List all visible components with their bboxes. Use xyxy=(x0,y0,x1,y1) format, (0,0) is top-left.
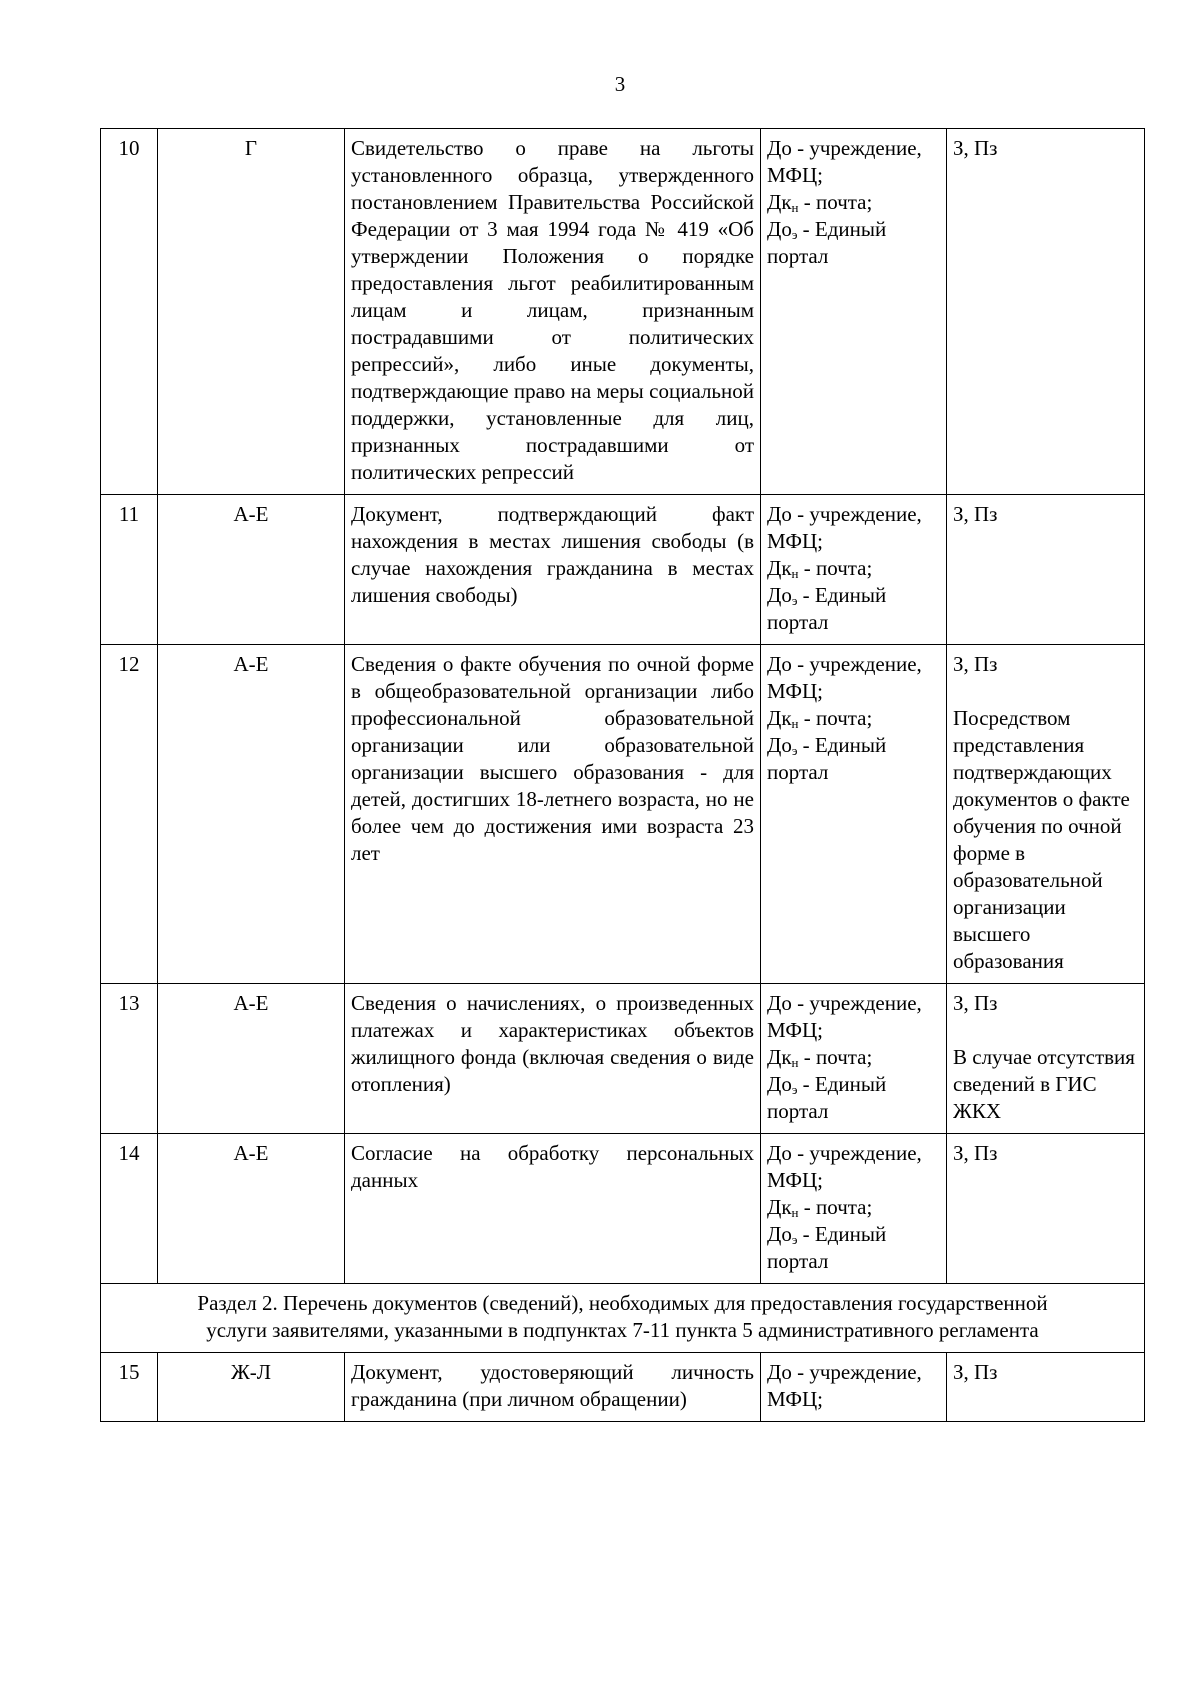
method-office-label: До xyxy=(767,652,792,676)
method-mail-base: Дк xyxy=(767,556,792,580)
method-portal-text: - Единый портал xyxy=(767,583,887,634)
submission-method xyxy=(761,645,947,984)
method-office-text: - учреждение, МФЦ; xyxy=(767,502,922,553)
row-number: 13 xyxy=(101,984,158,1134)
method-office-label: До xyxy=(767,502,792,526)
applicant-category: А-Е xyxy=(158,645,345,984)
method-mail-text: - почта; xyxy=(798,556,873,580)
method-mail-text: - почта; xyxy=(798,1195,873,1219)
section-header-row xyxy=(101,1284,1145,1353)
method-line-1: До - учреждение, xyxy=(767,1360,922,1384)
method-portal-base: До xyxy=(767,217,792,241)
applicant-category: А-Е xyxy=(158,495,345,645)
method-office-label: До xyxy=(767,136,792,160)
method-mail-base: Дк xyxy=(767,190,792,214)
method-mail-sub: н xyxy=(791,200,799,215)
submission-method xyxy=(761,495,947,645)
section-title-line-1: Раздел 2. Перечень документов (сведений), необходимых для предоставления государственной xyxy=(197,1291,1048,1315)
documents-table xyxy=(100,128,1145,1422)
document-description: Сведения о начислениях, о произведенных платежах и характеристиках объектов жилищного фонда (включая сведения о виде отопления) xyxy=(345,984,761,1134)
section-header xyxy=(101,1284,1145,1353)
method-mail-text: - почта; xyxy=(798,190,873,214)
document-description: Согласие на обработку персональных данных xyxy=(345,1134,761,1284)
table-row xyxy=(101,984,1145,1134)
row-number: 14 xyxy=(101,1134,158,1284)
row-number: 15 xyxy=(101,1353,158,1422)
method-portal-sub: э xyxy=(791,593,798,608)
method-mail-sub: н xyxy=(791,1055,799,1070)
table-row xyxy=(101,645,1145,984)
note-type: З, Пз xyxy=(953,991,998,1015)
method-office-text: - учреждение, МФЦ; xyxy=(767,652,922,703)
method-office-label: До xyxy=(767,1141,792,1165)
note-type: З, Пз xyxy=(953,502,998,526)
note-extra: В случае отсутствия сведений в ГИС ЖКХ xyxy=(953,1045,1135,1123)
method-portal-sub: э xyxy=(791,227,798,242)
document-note xyxy=(947,495,1145,645)
method-office-label: До xyxy=(767,991,792,1015)
document-description: Документ, удостоверяющий личность гражданина (при личном обращении) xyxy=(345,1353,761,1422)
method-portal-text: - Единый портал xyxy=(767,1222,887,1273)
document-note xyxy=(947,129,1145,495)
method-mail-text: - почта; xyxy=(798,706,873,730)
submission-method xyxy=(761,984,947,1134)
method-portal-base: До xyxy=(767,583,792,607)
method-mail-base: Дк xyxy=(767,706,792,730)
method-mail-sub: н xyxy=(791,566,799,581)
row-number: 11 xyxy=(101,495,158,645)
method-portal-base: До xyxy=(767,1222,792,1246)
method-mail-text: - почта; xyxy=(798,1045,873,1069)
submission-method xyxy=(761,1353,947,1422)
table-row xyxy=(101,1134,1145,1284)
row-number: 12 xyxy=(101,645,158,984)
method-portal-base: До xyxy=(767,733,792,757)
method-portal-text: - Единый портал xyxy=(767,733,887,784)
note-type: З, Пз xyxy=(953,1141,998,1165)
method-portal-text: - Единый портал xyxy=(767,1072,887,1123)
table-row xyxy=(101,495,1145,645)
method-mail-sub: н xyxy=(791,1205,799,1220)
section-title-line-2: услуги заявителями, указанными в подпунктах 7-11 пункта 5 административного регламента xyxy=(206,1318,1039,1342)
submission-method xyxy=(761,129,947,495)
method-portal-sub: э xyxy=(791,1232,798,1247)
method-line-2: МФЦ; xyxy=(767,1387,823,1411)
table-row xyxy=(101,129,1145,495)
applicant-category: Ж-Л xyxy=(158,1353,345,1422)
applicant-category: А-Е xyxy=(158,984,345,1134)
note-type: З, Пз xyxy=(953,136,998,160)
note-extra: Посредством представления подтверждающих документов о факте обучения по очной форме в образовательной организации высшего образования xyxy=(953,706,1130,973)
method-portal-base: До xyxy=(767,1072,792,1096)
document-note xyxy=(947,1134,1145,1284)
document-note xyxy=(947,984,1145,1134)
method-mail-base: Дк xyxy=(767,1045,792,1069)
document-note: З, Пз xyxy=(947,1353,1145,1422)
document-note xyxy=(947,645,1145,984)
method-office-text: - учреждение, МФЦ; xyxy=(767,1141,922,1192)
method-portal-text: - Единый портал xyxy=(767,217,887,268)
table-row xyxy=(101,1353,1145,1422)
document-description: Свидетельство о праве на льготы установленного образца, утвержденного постановлением Правительства Российской Федерации от 3 мая 1994 года № 419 «Об утверждении Положения о порядке предоставления льгот реабилитированным лицам и лицам, признанным пострадавшими от политических репрессий», либо иные документы, подтверждающие право на меры социальной поддержки, установленные для лиц, признанных пострадавшими от политических репрессий xyxy=(345,129,761,495)
row-number: 10 xyxy=(101,129,158,495)
page-number: 3 xyxy=(614,72,626,96)
document-description: Сведения о факте обучения по очной форме в общеобразовательной организации либо профессиональной образовательной организации или образовательной организации высшего образования - для детей, достигших 18-летнего возраста, но не более чем до достижения ими возраста 23 лет xyxy=(345,645,761,984)
method-office-text: - учреждение, МФЦ; xyxy=(767,991,922,1042)
applicant-category: А-Е xyxy=(158,1134,345,1284)
method-office-text: - учреждение, МФЦ; xyxy=(767,136,922,187)
method-mail-sub: н xyxy=(791,716,799,731)
applicant-category: Г xyxy=(158,129,345,495)
method-portal-sub: э xyxy=(791,743,798,758)
method-mail-base: Дк xyxy=(767,1195,792,1219)
submission-method xyxy=(761,1134,947,1284)
note-type: З, Пз xyxy=(953,652,998,676)
document-description: Документ, подтверждающий факт нахождения в местах лишения свободы (в случае нахождения гражданина в местах лишения свободы) xyxy=(345,495,761,645)
method-portal-sub: э xyxy=(791,1082,798,1097)
